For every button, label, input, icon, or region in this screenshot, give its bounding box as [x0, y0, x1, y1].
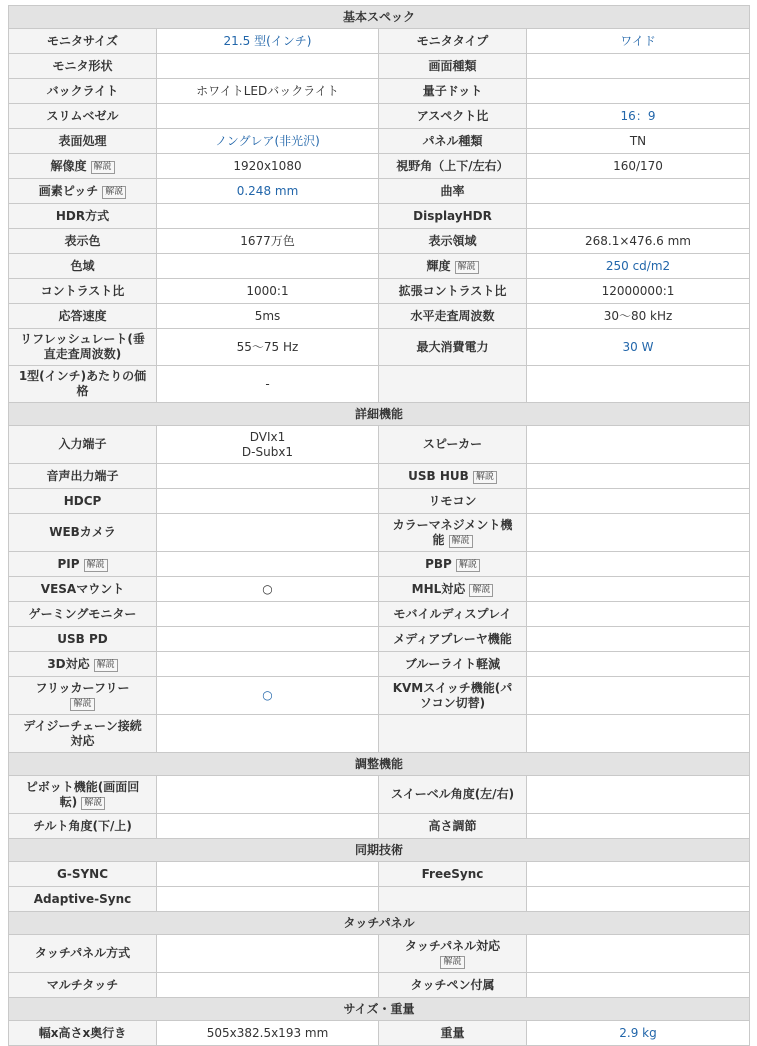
value-monitor-shape [157, 54, 379, 79]
label-adaptive-sync: Adaptive-Sync [9, 887, 157, 912]
value-quantum-dot [527, 79, 750, 104]
label-mobile: モバイルディスプレイ [379, 602, 527, 627]
label-color-mgmt [379, 514, 527, 552]
label-blank [379, 715, 527, 753]
label-power: 最大消費電力 [379, 329, 527, 366]
label-weight: 重量 [379, 1021, 527, 1046]
value-audio-out [157, 464, 379, 489]
label-flicker [9, 677, 157, 715]
value-usb-hub [527, 464, 750, 489]
section-header-size: サイズ・重量 [9, 998, 750, 1021]
label-response: 応答速度 [9, 304, 157, 329]
label-text: USB HUB [408, 468, 469, 483]
label-hdr: HDR方式 [9, 204, 157, 229]
explain-button[interactable]: 解説 [473, 471, 497, 484]
label-webcam: WEBカメラ [9, 514, 157, 552]
label-display-hdr: DisplayHDR [379, 204, 527, 229]
explain-button[interactable]: 解説 [94, 659, 118, 672]
label-h-freq: 水平走査周波数 [379, 304, 527, 329]
label-text: 画素ピッチ [38, 183, 99, 198]
label-text: タッチパネル対応 [404, 938, 501, 953]
label-line: カラーマネジメント機 [392, 517, 513, 532]
label-pivot [9, 776, 157, 814]
label-bluelight: ブルーライト軽減 [379, 652, 527, 677]
value-blank [527, 887, 750, 912]
label-panel: パネル種類 [379, 129, 527, 154]
label-height: 高さ調節 [379, 814, 527, 839]
label-audio-out: 音声出力端子 [9, 464, 157, 489]
value-blank [527, 366, 750, 403]
label-usb-hub [379, 464, 527, 489]
label-curvature: 曲率 [379, 179, 527, 204]
label-touch-pen: タッチペン付属 [379, 973, 527, 998]
label-gaming: ゲーミングモニター [9, 602, 157, 627]
value-touch-pen [527, 973, 750, 998]
label-aspect: アスペクト比 [379, 104, 527, 129]
section-header-detail: 詳細機能 [9, 403, 750, 426]
label-line: 能 [432, 532, 445, 547]
value-flicker[interactable]: ○ [157, 677, 379, 715]
label-viewing-angle: 視野角（上下/左右） [379, 154, 527, 179]
section-header-adjust: 調整機能 [9, 753, 750, 776]
value-slim-bezel [157, 104, 379, 129]
value-usb-pd [157, 627, 379, 652]
value-bluelight [527, 652, 750, 677]
label-ext-contrast: 拡張コントラスト比 [379, 279, 527, 304]
label-text: 解像度 [50, 158, 87, 173]
explain-button[interactable]: 解説 [449, 535, 473, 548]
value-dimensions: 505x382.5x193 mm [157, 1021, 379, 1046]
value-pivot [157, 776, 379, 814]
label-freesync: FreeSync [379, 862, 527, 887]
value-monitor-size[interactable]: 21.5 型(インチ) [157, 29, 379, 54]
label-monitor-shape: モニタ形状 [9, 54, 157, 79]
label-slim-bezel: スリムベゼル [9, 104, 157, 129]
label-line: KVMスイッチ機能(パ [392, 680, 513, 695]
spec-table [8, 5, 750, 1046]
explain-button[interactable]: 解説 [81, 797, 105, 810]
value-height [527, 814, 750, 839]
value-webcam [157, 514, 379, 552]
value-gamut [157, 254, 379, 279]
label-remote: リモコン [379, 489, 527, 514]
value-pbp [527, 552, 750, 577]
label-line: ピボット機能(画面回 [25, 779, 140, 794]
label-gsync: G-SYNC [9, 862, 157, 887]
label-line: リフレッシュレート(垂 [20, 332, 145, 346]
label-line: 1型(インチ)あたりの価 [18, 369, 147, 383]
label-colors: 表示色 [9, 229, 157, 254]
value-vesa: ○ [157, 577, 379, 602]
value-screen-kind [527, 54, 750, 79]
value-gsync [157, 862, 379, 887]
explain-button[interactable]: 解説 [469, 584, 493, 597]
section-header-touch: タッチパネル [9, 912, 750, 935]
value-input [157, 426, 379, 464]
label-input: 入力端子 [9, 426, 157, 464]
value-hdr [157, 204, 379, 229]
value-response: 5ms [157, 304, 379, 329]
value-line: DVIx1 [249, 429, 286, 444]
label-resolution [9, 154, 157, 179]
value-resolution: 1920x1080 [157, 154, 379, 179]
value-display-hdr [527, 204, 750, 229]
value-surface[interactable]: ノングレア(非光沢) [157, 129, 379, 154]
explain-button[interactable]: 解説 [455, 261, 479, 274]
label-text: PIP [57, 556, 80, 571]
explain-button[interactable]: 解説 [91, 161, 115, 174]
label-pip [9, 552, 157, 577]
label-text: PBP [425, 556, 452, 571]
value-pip [157, 552, 379, 577]
value-refresh: 55～75 Hz [157, 329, 379, 366]
value-power[interactable]: 30 W [527, 329, 750, 366]
value-mhl [527, 577, 750, 602]
section-header-basic: 基本スペック [9, 6, 750, 29]
value-panel: TN [527, 129, 750, 154]
value-speaker [527, 426, 750, 464]
value-media [527, 627, 750, 652]
label-refresh [9, 329, 157, 366]
label-monitor-type: モニタタイプ [379, 29, 527, 54]
label-quantum-dot: 量子ドット [379, 79, 527, 104]
label-screen-kind: 画面種類 [379, 54, 527, 79]
label-touch-support [379, 935, 527, 973]
label-usb-pd: USB PD [9, 627, 157, 652]
value-daisy [157, 715, 379, 753]
label-gamut: 色域 [9, 254, 157, 279]
label-vesa: VESAマウント [9, 577, 157, 602]
label-swivel: スイーベル角度(左/右) [379, 776, 527, 814]
value-mobile [527, 602, 750, 627]
label-text: フリッカーフリー [35, 680, 130, 695]
label-text: 3D対応 [47, 656, 90, 671]
label-text: MHL対応 [411, 581, 466, 596]
label-backlight: バックライト [9, 79, 157, 104]
label-display-area: 表示領域 [379, 229, 527, 254]
value-swivel [527, 776, 750, 814]
value-blank [527, 715, 750, 753]
label-brightness [379, 254, 527, 279]
label-blank [379, 887, 527, 912]
value-aspect[interactable]: 16：9 [527, 104, 750, 129]
label-3d [9, 652, 157, 677]
label-line: 格 [76, 384, 89, 398]
label-mhl [379, 577, 527, 602]
value-ext-contrast: 12000000:1 [527, 279, 750, 304]
label-hdcp: HDCP [9, 489, 157, 514]
value-brightness[interactable]: 250 cd/m2 [527, 254, 750, 279]
value-contrast: 1000:1 [157, 279, 379, 304]
label-speaker: スピーカー [379, 426, 527, 464]
value-touch-method [157, 935, 379, 973]
label-daisy [9, 715, 157, 753]
value-h-freq: 30～80 kHz [527, 304, 750, 329]
label-dimensions: 幅x高さx奥行き [9, 1021, 157, 1046]
label-line: 対応 [70, 733, 95, 748]
value-tilt [157, 814, 379, 839]
explain-button[interactable]: 解説 [456, 559, 480, 572]
explain-button[interactable]: 解説 [440, 956, 464, 969]
value-gaming [157, 602, 379, 627]
value-price-per-inch: - [157, 366, 379, 403]
value-colors: 1677万色 [157, 229, 379, 254]
value-freesync [527, 862, 750, 887]
value-hdcp [157, 489, 379, 514]
label-blank [379, 366, 527, 403]
value-3d [157, 652, 379, 677]
value-backlight: ホワイトLEDバックライト [157, 79, 379, 104]
value-monitor-type[interactable]: ワイド [527, 29, 750, 54]
section-header-sync: 同期技術 [9, 839, 750, 862]
value-pixel-pitch[interactable]: 0.248 mm [157, 179, 379, 204]
value-line: D-Subx1 [241, 444, 294, 459]
value-weight[interactable]: 2.9 kg [527, 1021, 750, 1046]
label-media: メディアプレーヤ機能 [379, 627, 527, 652]
value-display-area: 268.1×476.6 mm [527, 229, 750, 254]
explain-button[interactable]: 解説 [70, 698, 94, 711]
label-line: 転) [59, 794, 78, 809]
label-pbp [379, 552, 527, 577]
explain-button[interactable]: 解説 [102, 186, 126, 199]
value-multitouch [157, 973, 379, 998]
label-kvm [379, 677, 527, 715]
label-price-per-inch [9, 366, 157, 403]
label-monitor-size: モニタサイズ [9, 29, 157, 54]
label-line: デイジーチェーン接続 [23, 718, 142, 733]
label-line: ソコン切替) [419, 695, 486, 710]
value-viewing-angle: 160/170 [527, 154, 750, 179]
label-surface: 表面処理 [9, 129, 157, 154]
label-tilt: チルト角度(下/上) [9, 814, 157, 839]
value-color-mgmt [527, 514, 750, 552]
explain-button[interactable]: 解説 [84, 559, 108, 572]
value-touch-support [527, 935, 750, 973]
label-line: 直走査周波数) [43, 347, 122, 361]
label-pixel-pitch [9, 179, 157, 204]
label-multitouch: マルチタッチ [9, 973, 157, 998]
label-touch-method: タッチパネル方式 [9, 935, 157, 973]
label-contrast: コントラスト比 [9, 279, 157, 304]
value-adaptive-sync [157, 887, 379, 912]
value-remote [527, 489, 750, 514]
label-text: 輝度 [426, 258, 451, 273]
value-kvm [527, 677, 750, 715]
value-curvature [527, 179, 750, 204]
